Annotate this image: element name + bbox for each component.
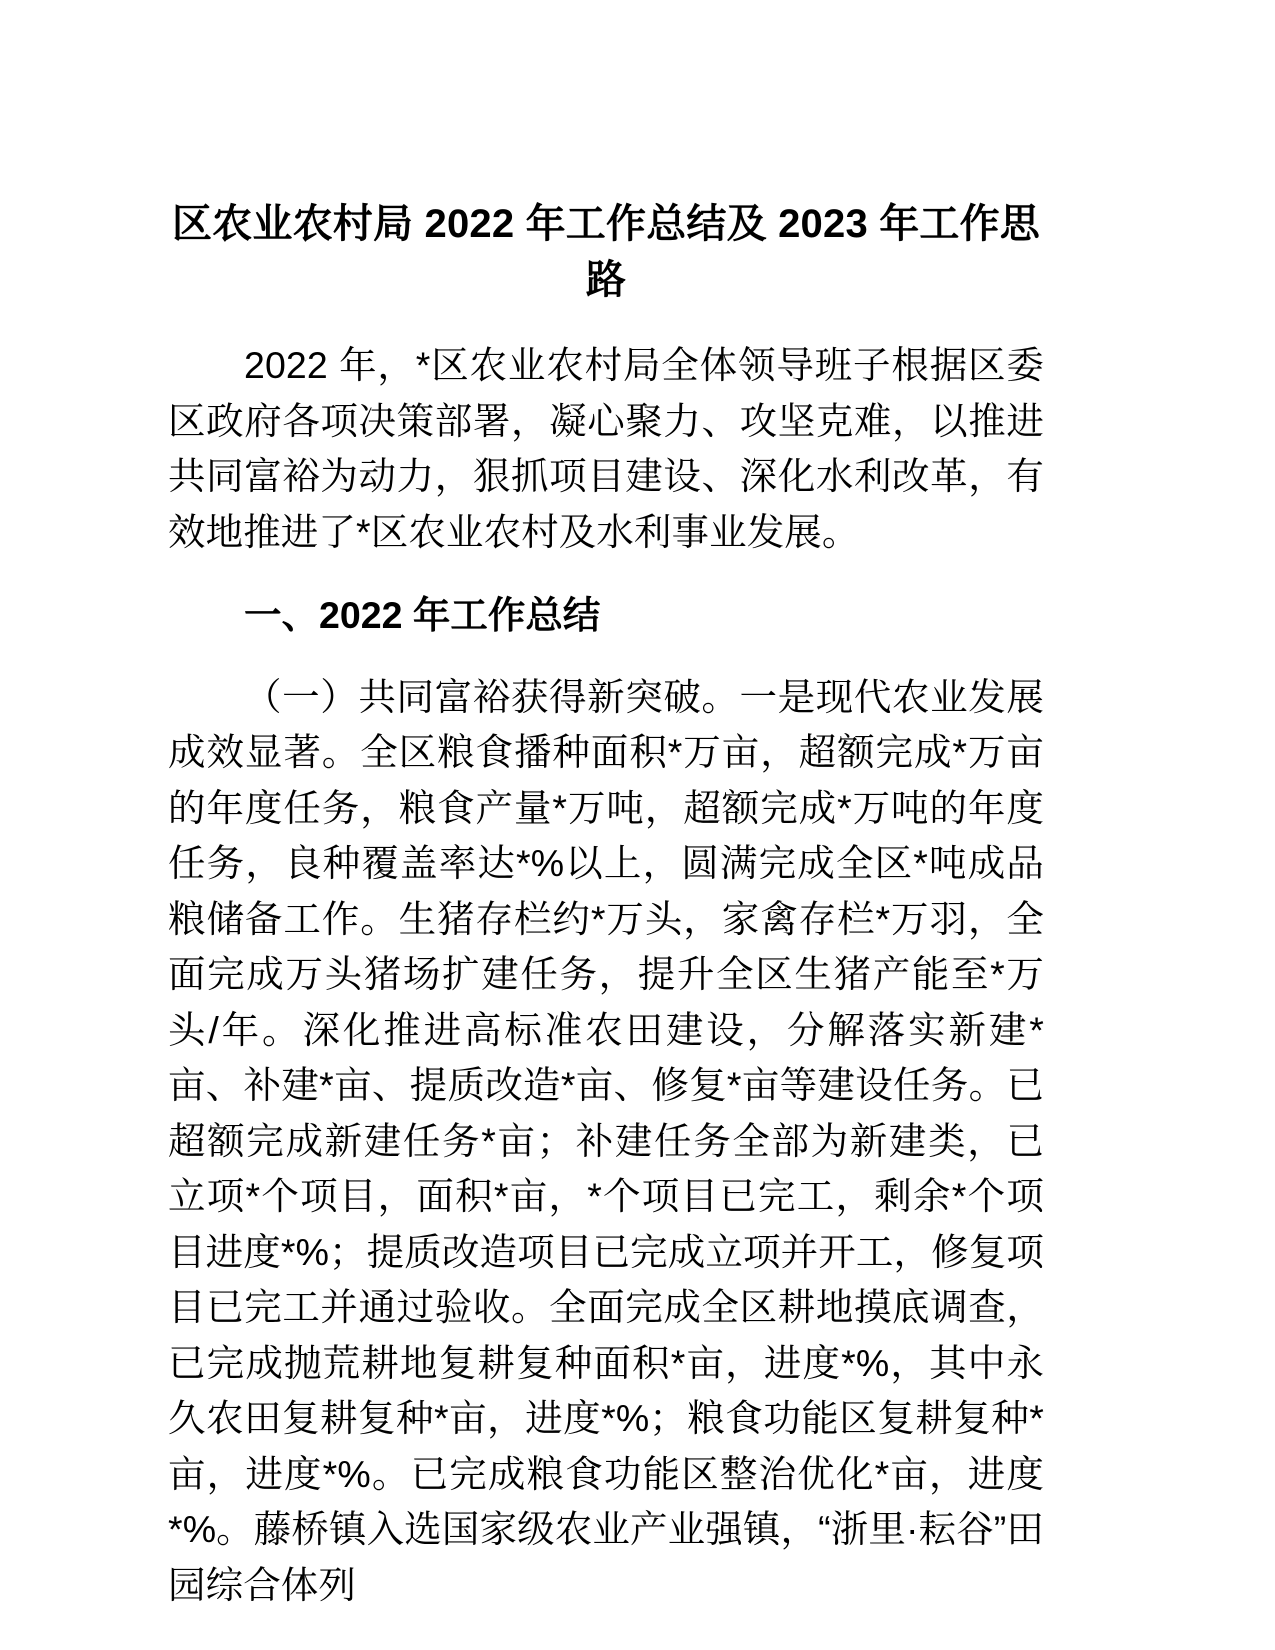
page-title: 区农业农村局 2022 年工作总结及 2023 年工作思路 (171, 202, 1041, 302)
section-heading-2022-summary: 一、2022 年工作总结 (244, 594, 601, 636)
body-paragraph-common-prosperity: （一）共同富裕获得新突破。一是现代农业发展成效显著。全区粮食播种面积*万亩，超额完成*万亩的年度任务，粮食产量*万吨，超额完成*万吨的年度任务，良种覆盖率达*%以上，圆满完成全区*吨成品粮储备工作。生猪存栏约*万头，家禽存栏*万羽，全面完成万头猪场扩建任务，提升全区生猪产能至*万头/年。深化推进高标准农田建设，分解落实新建*亩、补建*亩、提质改造*亩、修复*亩等建设任务。已超额完成新建任务*亩；补建任务全部为新建类，已立项*个项目，面积*亩，*个项目已完工，剩余*个项目进度*%；提质改造项目已完成立项并开工，修复项目已完工并通过验收。全面完成全区耕地摸底调查，已完成抛荒耕地复耕复种面积*亩，进度*%，其中永久农田复耕复种*亩，进度*%；粮食功能区复耕复种*亩，进度*%。已完成粮食功能区整治优化*亩，进度*%。藤桥镇入选国家级农业产业强镇，“浙里·耘谷”田园综合体列 (168, 675, 1044, 1606)
document-content (168, 196, 1044, 1613)
intro-paragraph: 2022 年，*区农业农村局全体领导班子根据区委区政府各项决策部署，凝心聚力、攻坚克难，以推进共同富裕为动力，狠抓项目建设、深化水利改革，有效地推进了*区农业农村及水利事业发展。 (168, 344, 1044, 553)
